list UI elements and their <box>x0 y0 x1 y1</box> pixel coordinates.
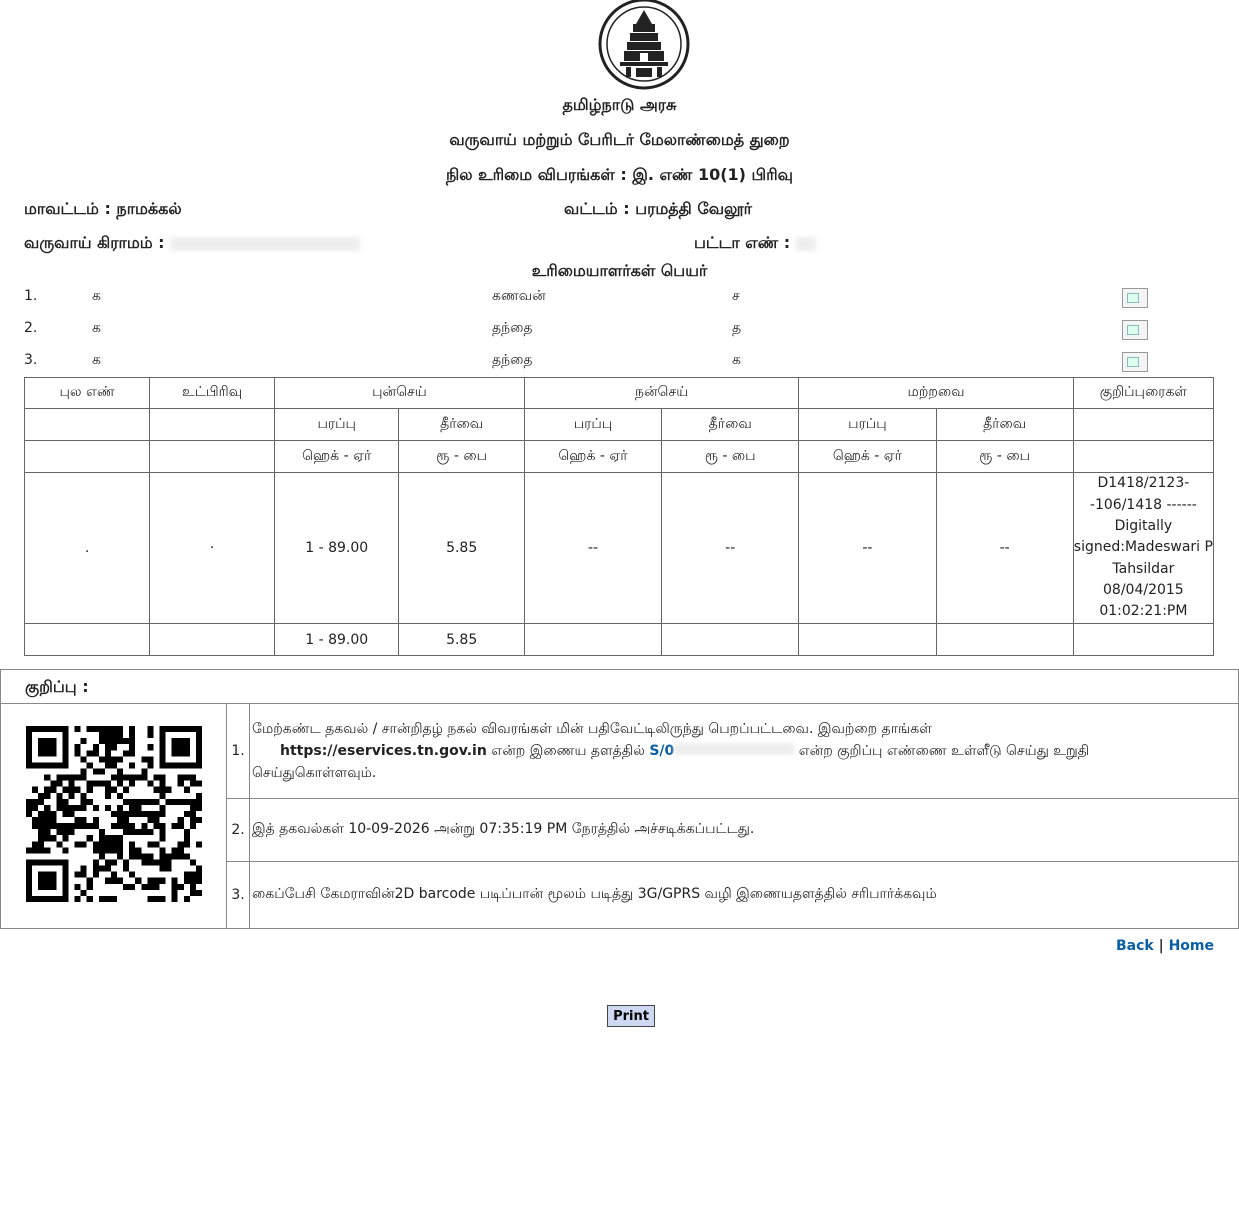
notes-title: குறிப்பு : <box>0 669 1239 703</box>
back-link[interactable]: Back <box>1115 938 1154 954</box>
col-others: மற்றவை <box>799 378 1073 409</box>
broken-image-icon <box>1122 352 1148 372</box>
cell-punsei-area: 1 - 89.00 <box>275 473 399 624</box>
patta-label <box>694 233 816 254</box>
notes-section <box>0 669 1239 929</box>
remark-line: Tahsildar <box>1112 560 1175 577</box>
unit-tax: ரூ - பை <box>662 441 799 473</box>
owner-relation: தந்தை <box>492 320 533 336</box>
col-punsei: புன்செய் <box>275 378 525 409</box>
village-label-text: வருவாய் கிராமம் : <box>24 233 165 252</box>
cell-others-tax: -- <box>936 473 1073 624</box>
tamil-nadu-emblem <box>596 0 692 92</box>
print-button[interactable]: Print <box>607 1005 655 1027</box>
owner-relname: த <box>732 320 742 336</box>
qr-code <box>26 726 202 902</box>
header-govt: தமிழ்நாடு அரசு <box>562 95 677 114</box>
cell-subdiv: · <box>150 473 275 624</box>
land-details-table <box>24 377 1214 656</box>
owner-row <box>24 288 1214 308</box>
remark-line: signed:Madeswari P <box>1073 539 1213 556</box>
cell-nansei-area: -- <box>524 473 661 624</box>
col-remarks: குறிப்புரைகள் <box>1073 378 1213 409</box>
table-header-row <box>25 378 1214 409</box>
col-tax: தீர்வை <box>936 409 1073 441</box>
col-tax: தீர்வை <box>662 409 799 441</box>
nav-links <box>1116 938 1214 954</box>
note-text-c: என்ற குறிப்பு எண்ணை உள்ளீடு செய்து உறுதி <box>798 743 1090 759</box>
note-num: 3. <box>227 862 250 929</box>
broken-image-icon <box>1122 288 1148 308</box>
col-tax: தீர்வை <box>399 409 524 441</box>
owner-name: க <box>92 352 101 368</box>
note-text: கைப்பேசி கேமராவின்2D barcode படிப்பான் மூலம் படித்து 3G/GPRS வழி இணையதளத்தில் சரிபார்க்கவும் <box>250 862 1239 929</box>
cell-punsei-tax: 5.85 <box>399 473 524 624</box>
unit-tax: ரூ - பை <box>936 441 1073 473</box>
owner-num: 2. <box>24 320 38 336</box>
village-redacted <box>170 237 360 251</box>
col-survey: புல எண் <box>25 378 150 409</box>
remark-line: 08/04/2015 <box>1103 581 1184 598</box>
taluk-label: வட்டம் : பரமத்தி வேலூர் <box>564 199 752 218</box>
eservices-link[interactable]: https://eservices.tn.gov.in <box>280 743 487 759</box>
table-total-row <box>25 624 1214 656</box>
cell-nansei-tax: -- <box>662 473 799 624</box>
table-row <box>25 473 1214 624</box>
note-text-b: என்ற இணைய தளத்தில் <box>491 743 645 759</box>
total-punsei-tax: 5.85 <box>399 624 524 656</box>
note-text-a: மேற்கண்ட தகவல் / சான்றிதழ் நகல் விவரங்கள் மின் பதிவேட்டிலிருந்து பெறப்பட்டவை. இவற்றை தாங்கள் <box>252 721 932 737</box>
note-text: இத் தகவல்கள் 10-09-2026 அன்று 07:35:19 PM நேரத்தில் அச்சடிக்கப்பட்டது. <box>250 799 1239 862</box>
note-text-d: செய்துகொள்ளவும். <box>252 765 377 781</box>
owner-name: க <box>92 320 101 336</box>
col-subdiv: உட்பிரிவு <box>150 378 275 409</box>
cell-remarks <box>1073 473 1213 624</box>
owner-relation: தந்தை <box>492 352 533 368</box>
note-num: 2. <box>227 799 250 862</box>
notes-table <box>0 703 1239 929</box>
unit-area: ஹெக் - ஏர் <box>275 441 399 473</box>
total-punsei-area: 1 - 89.00 <box>275 624 399 656</box>
note-text <box>250 704 1239 799</box>
owner-name: க <box>92 288 101 304</box>
owner-num: 1. <box>24 288 38 304</box>
col-area: பரப்பு <box>275 409 399 441</box>
district-label: மாவட்டம் : நாமக்கல் <box>24 199 182 218</box>
col-area: பரப்பு <box>799 409 936 441</box>
patta-redacted <box>796 237 816 251</box>
owners-title: உரிமையாளர்கள் பெயர் <box>531 261 708 280</box>
cell-survey: . <box>25 473 150 624</box>
reference-number: S/0 <box>649 743 675 759</box>
header-department: வருவாய் மற்றும் பேரிடர் மேலாண்மைத் துறை <box>449 130 790 149</box>
owner-relname: ச <box>732 288 740 304</box>
owner-row <box>24 352 1214 372</box>
unit-tax: ரூ - பை <box>399 441 524 473</box>
owner-relname: க <box>732 352 741 368</box>
col-area: பரப்பு <box>524 409 661 441</box>
table-unit-row <box>25 441 1214 473</box>
broken-image-icon <box>1122 320 1148 340</box>
cell-others-area: -- <box>799 473 936 624</box>
owner-num: 3. <box>24 352 38 368</box>
col-nansei: நன்செய் <box>524 378 798 409</box>
remark-line: -106/1418 ------ <box>1089 496 1197 513</box>
reference-redacted <box>674 743 794 755</box>
owner-relation: கணவன் <box>492 288 546 304</box>
remark-line: Digitally <box>1114 518 1173 535</box>
unit-area: ஹெக் - ஏர் <box>799 441 936 473</box>
note-num: 1. <box>227 704 250 799</box>
table-subheader-row <box>25 409 1214 441</box>
nav-separator: | <box>1158 938 1164 954</box>
header-title: நில உரிமை விபரங்கள் : இ. எண் 10(1) பிரிவு <box>446 165 793 184</box>
owner-row <box>24 320 1214 340</box>
remark-line: D1418/2123- <box>1097 475 1190 492</box>
qr-cell <box>1 704 227 929</box>
remark-line: 01:02:21:PM <box>1099 603 1188 620</box>
home-link[interactable]: Home <box>1168 938 1214 954</box>
village-label <box>24 233 360 254</box>
unit-area: ஹெக் - ஏர் <box>524 441 661 473</box>
note-row <box>1 704 1239 799</box>
patta-label-text: பட்டா எண் : <box>694 233 791 252</box>
